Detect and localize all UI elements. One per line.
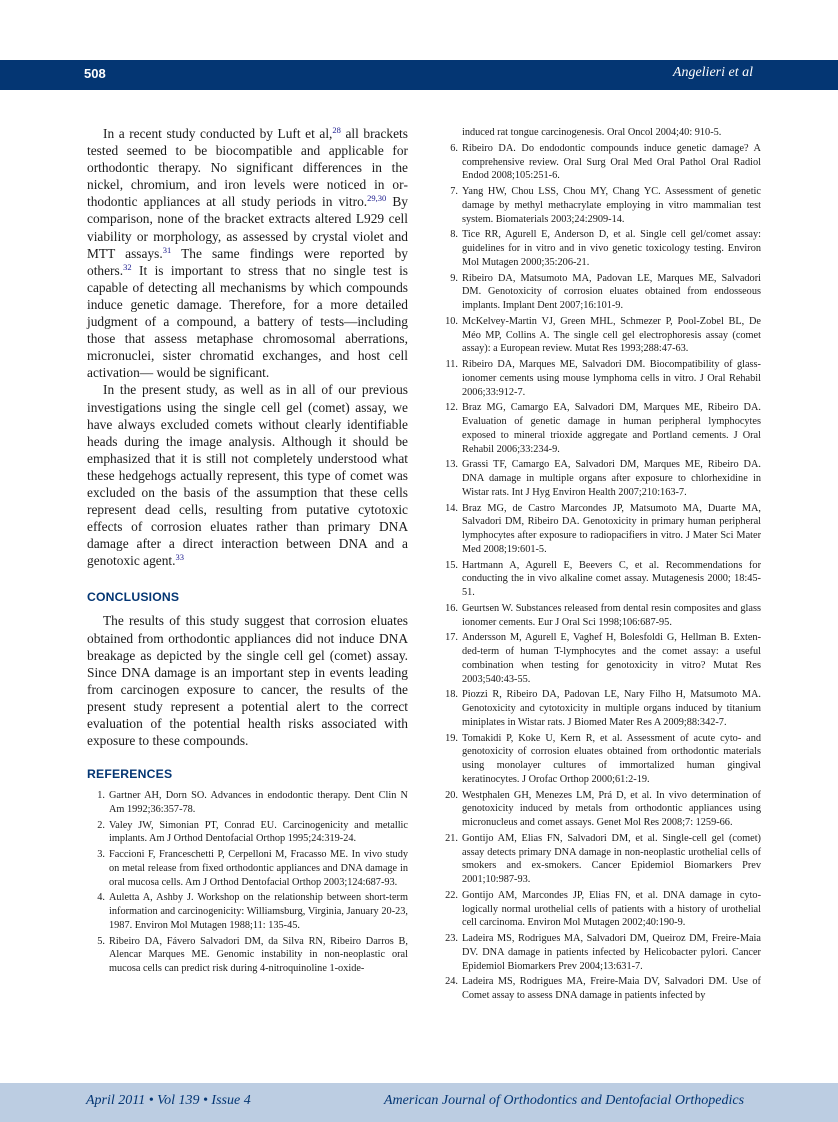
reference-item: 13. Grassi TF, Camargo EA, Salvadori DM, Marques ME, Ribeiro DA. DNA damage in multiple organs after exposure to chlorhexidine in Wistar rats. Int J Hyg Environ Health 2007;210:163-7. [445,459,761,498]
citation-link[interactable]: 33 [175,552,184,563]
issue-info: April 2011 • Vol 139 • Issue 4 [86,1093,251,1108]
citation-link[interactable]: 28 [332,125,341,135]
reference-item: 7. Yang HW, Chou LSS, Chou MY, Chang YC. Assessment of genetic damage by methyl methacrylate employing in vitro mammalian test system. Biomaterials 2003;24:2909-14. [450,186,761,225]
reference-item: 9. Ribeiro DA, Matsumoto MA, Padovan LE, Marques ME, Salvadori DM. Genotoxicity of corrosion eluates obtained from endosseous implants. Implant Dent 2007;16:101-9. [450,272,761,311]
reference-item: 10. McKelvey-Martin VJ, Green MHL, Schmezer P, Pool-Zobel BL, De Méo MP, Collins A. The single cell gel electrophoresis assay (comet assay): a European review. Mutat Res 1993;288:47-63. [445,315,761,355]
reference-item: 8. Tice RR, Agurell E, Anderson D, et al. Single cell gel/comet assay: guidelines for in vitro and in vivo genetic toxicology testing. Environ Mol Mutagen 2000;35:206-21. [450,229,761,268]
reference-item-continued: induced rat tongue carcinogenesis. Oral Oncol 2004;40: 910-5. [462,127,722,138]
reference-item: 2. Valey JW, Simonian PT, Conrad EU. Carcinogenicity and metallic implants. Am J Orthod Dentofacial Orthop 1995;24:319-24. [97,819,408,845]
reference-item: 21. Gontijo AM, Elias FN, Salvadori DM, et al. Single-cell gel (comet) assay detects primary DNA damage in non-neoplastic urothelial cells of smokers and ex-smokers. Cancer Epidemiol Biomarkers Prev 2001;10:987-93. [445,832,761,885]
reference-item: 18. Piozzi R, Ribeiro DA, Padovan LE, Nary Filho H, Matsumoto MA. Genotoxicity and cytotoxicity in multiple organs induced by titanium miniplates in Wistar rats. J Biomed Mater Res A 2009;88:342-7. [445,689,761,728]
reference-item: 20. Westphalen GH, Menezes LM, Prá D, et al. In vivo determination of genotoxicity induced by metals from orthodontic appliances using micronucleus and comet assays. Genet Mol Res 2008;7: 1259-66. [445,789,761,828]
reference-item: 3. Faccioni F, Franceschetti P, Cerpelloni M, Fracasso ME. In vivo study on metal release from fixed orthodontic appliances and DNA damage in oral mucosa cells. Am J Orthod Dentofacial Orthop 2003;124:687-93. [97,849,408,888]
reference-item: 1. Gartner AH, Dorn SO. Advances in endodontic therapy. Dent Clin N Am 1992;36:357-78. [97,790,408,815]
citation-link[interactable]: 32 [123,261,132,272]
reference-item: 19. Tomakidi P, Koke U, Kern R, et al. Assessment of acute cyto- and genotoxicity of corrosion eluates obtained from orthodontic materials using monolayer cultures of immortalized human gingival keratinocytes. J Orofac Orthop 2000;61:2-19. [445,732,761,785]
reference-item: 5. Ribeiro DA, Fávero Salvadori DM, da Silva RN, Ribeiro Darros B, Alencar Marques ME. Genomic instability in non-neoplastic oral mucosa cells can predict risk during 4-nitroquinoline 1-oxide- [97,935,408,975]
left-column [87,125,408,978]
reference-item: 11. Ribeiro DA, Marques ME, Salvadori DM. Biocompatibility of glass-ionomer cements using mouse lymphoma cells in vitro. J Oral Rehabil 2006;33:912-7. [445,359,761,398]
discussion-paragraph-1: In a recent study conducted by Luft et al,$^{28}$ all brackets tested seemed to be biocompatible and applicable for orthodontic therapy. No significant differences in the nickel, chromium, and iron levels were noticed in orthodontic appliances at all study periods in vitro.$^{29,30}$ By comparison, none of the bracket extracts altered L929 cell viability or morphology, as assessed by crystal violet and MTT assays.$^{31}$ The same findings were reported by others.$^{32}$ It is important to stress that no single test is capable of detecting all mechanisms by which compounds induce genetic damage. Therefore, for a more detailed judgment of a compound, a battery of tests—including those that assess metaphase chromosomal aberrations, micronuclei, sister chromatid exchanges, and host cell activation— would be significant. [87,125,408,381]
reference-item: 14. Braz MG, de Castro Marcondes JP, Matsumoto MA, Duarte MA, Salvadori DM, Ribeiro DA. Genotoxicity in primary human peripheral lymphocytes after exposure to radiopacifiers in vitro. J Mater Sci Mater Med 2008;19:601-5. [445,502,761,555]
conclusions-heading: CONCLUSIONS [87,590,180,605]
references-heading: REFERENCES [87,767,173,782]
page-header-bar [0,60,838,90]
citation-link[interactable]: 29,30 [367,193,387,204]
conclusions-paragraph: The results of this study suggest that corrosion eluates obtained from orthodontic appliances did not induce DNA breakage as depicted by the single cell gel (comet) assay. Since DNA damage is an important step in events leading from carcinogen exposure to cancer, the results of the present study represent a potential alert to the correct evaluation of the potential health risks associated with exposure to these compounds. [87,613,408,749]
reference-item: 4. Auletta A, Ashby J. Workshop on the relationship between short-term information and carcinogenicity: Williamsburg, Virginia, January 20-23, 1987. Environ Mol Mutagen 1988;11: 135-45. [97,892,408,931]
running-head-authors: Angelieri et al [672,65,753,80]
journal-title: American Journal of Orthodontics and Dentofacial Orthopedics [384,1093,745,1108]
reference-item: 6. Ribeiro DA. Do endodontic compounds induce genetic damage? A comprehensive review. Oral Surg Oral Med Oral Pathol Oral Radiol Endod 2008;105:251-6. [450,142,761,182]
page-footer-bar [0,1083,838,1122]
reference-item: 23. Ladeira MS, Rodrigues MA, Salvadori DM, Queiroz DM, Freire-Maia DV. DNA damage in patients infected by Helicobacter pylori. Cancer Epidemiol Biomarkers Prev 2004;13:631-7. [445,933,761,972]
page-number: 508 [84,66,106,81]
reference-item: 22. Gontijo AM, Marcondes JP, Elias FN, et al. DNA damage in cytologically normal urothelial cells of patients with a history of urothelial cell carcinoma. Environ Mol Mutagen 2002;40:190-9. [445,889,761,929]
right-column [440,126,761,1005]
citation-link[interactable]: 31 [162,244,172,255]
reference-item: 17. Andersson M, Agurell E, Vaghef H, Bolesfoldi G, Hellman B. Extended-term of human T-lymphocytes and the comet assay: a useful combination when testing for genotoxicity in vitro? Mutat Res 2003;540:43-55. [445,632,761,685]
reference-item: 15. Hartmann A, Agurell E, Beevers C, et al. Recommendations for conducting the in vivo alkaline comet assay. Mutagenesis 2000; 18:45-51. [445,559,761,598]
references-list-left [87,789,408,976]
reference-item: 16. Geurtsen W. Substances released from dental resin composites and glass ionomer cements. Eur J Oral Sci 1998;106:687-95. [445,602,761,628]
discussion-paragraph-2: In the present study, as well as in all of our previous investigations using the single cell gel (comet) assay, we have always excluded comets without clearly identifiable heads during the image analysis. Although it should be emphasized that it is still not completely understood what these hedgehogs actually represent, this type of comet was excluded on the basis of the assumption that these cells represent dead cells, resulting from putative cytotoxic effects of corrosion eluates rather than primary DNA damage after a direct interaction between DNA and a genotoxic agent.$^{33}$ [87,382,408,569]
references-list-right [440,126,761,1003]
reference-item: 24. Ladeira MS, Rodrigues MA, Freire-Maia DV, Salvadori DM. Use of Comet assay to assess DNA damage in patients infected by [445,976,761,1001]
reference-item: 12. Braz MG, Camargo EA, Salvadori DM, Marques ME, Ribeiro DA. Evaluation of genetic damage in human peripheral lymphocytes exposed to mineral trioxide aggregate and Portland cements. J Oral Rehabil 2006;33:234-9. [445,402,761,455]
